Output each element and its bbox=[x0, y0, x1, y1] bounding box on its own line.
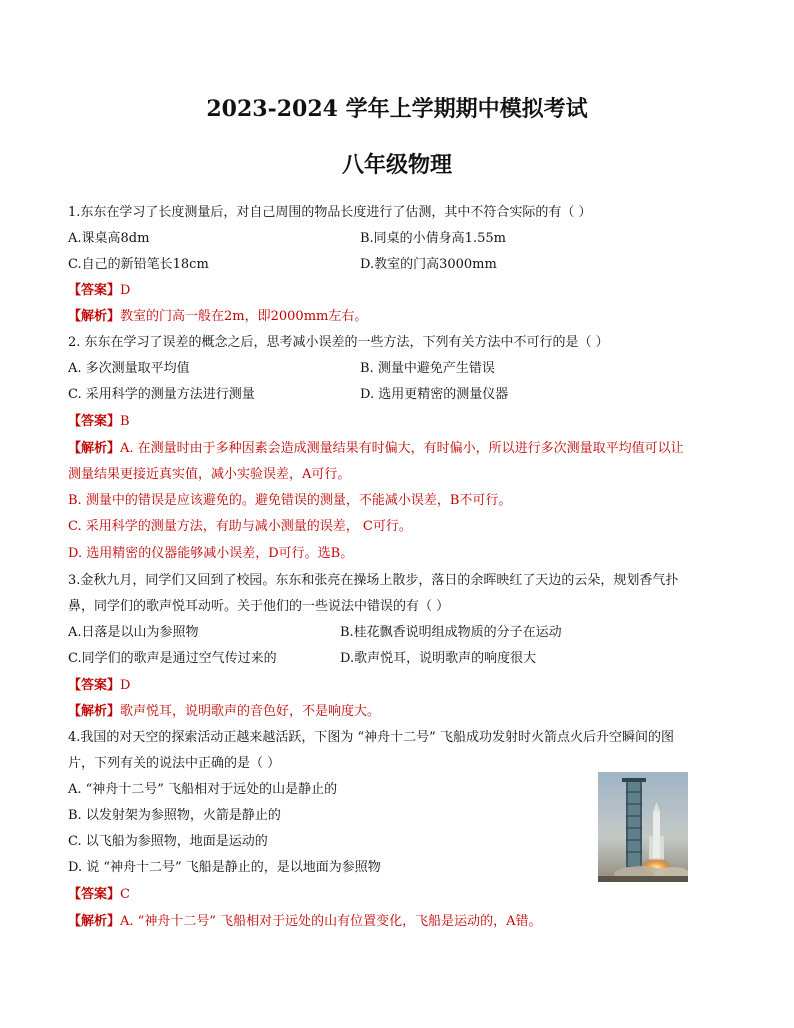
q4-answer bbox=[68, 886, 130, 904]
rocket-launch-photo bbox=[598, 772, 688, 882]
q1-stem: 1.东东在学习了长度测量后，对自己周围的物品长度进行了估测，其中不符合实际的有（ ） bbox=[68, 205, 592, 220]
q2-analysis-line-5: D. 选用精密的仪器能够减小误差，D可行。选B。 bbox=[68, 546, 354, 561]
q2-analysis-line-3: B. 测量中的错误是应该避免的。避免错误的测量，不能减小误差，B不可行。 bbox=[68, 493, 512, 508]
q2-option-c: C. 采用科学的测量方法进行测量 bbox=[68, 387, 255, 402]
q1-answer bbox=[68, 282, 130, 300]
analysis-text: 歌声悦耳，说明歌声的音色好，不是响度大。 bbox=[120, 704, 381, 719]
q2-analysis-line-4: C. 采用科学的测量方法，有助与减小测量的误差， C可行。 bbox=[68, 519, 412, 534]
answer-value: D bbox=[120, 678, 131, 693]
q4-option-d: D. 说 “神舟十二号” 飞船是静止的，是以地面为参照物 bbox=[68, 860, 381, 875]
answer-value: B bbox=[120, 414, 130, 429]
q4-analysis bbox=[68, 913, 541, 931]
q2-option-b: B. 测量中避免产生错误 bbox=[360, 361, 495, 376]
q3-option-d: D.歌声悦耳，说明歌声的响度很大 bbox=[340, 651, 537, 666]
q4-stem-line-2: 片，下列有关的说法中正确的是（ ） bbox=[68, 756, 281, 771]
q2-option-d: D. 选用更精密的测量仪器 bbox=[360, 387, 509, 402]
q1-option-b: B.同桌的小倩身高1.55m bbox=[360, 231, 506, 246]
q3-analysis bbox=[68, 703, 380, 721]
analysis-tag: 【解析】 bbox=[68, 914, 121, 929]
answer-tag: 【答案】 bbox=[68, 414, 121, 429]
analysis-text: A. “神舟十二号” 飞船相对于远处的山有位置变化，飞船是运动的，A错。 bbox=[120, 914, 542, 929]
analysis-tag: 【解析】 bbox=[68, 704, 121, 719]
exam-title: 2023-2024 学年上学期期中模拟考试 bbox=[206, 96, 588, 122]
q4-option-b: B. 以发射架为参照物，火箭是静止的 bbox=[68, 808, 281, 823]
q1-option-d: D.教室的门高3000mm bbox=[360, 257, 497, 272]
answer-value: D bbox=[120, 283, 131, 298]
q4-stem-line-1: 4.我国的对天空的探索活动正越来越活跃，下图为 “神舟十二号” 飞船成功发射时火箭点火后升空瞬间的图 bbox=[68, 730, 674, 745]
rocket-launch-icon bbox=[598, 772, 688, 882]
q2-analysis-line-2: 测量结果更接近真实值，减小实验误差，A可行。 bbox=[68, 467, 351, 482]
q2-stem: 2. 东东在学习了误差的概念之后，思考减小误差的一些方法，下列有关方法中不可行的是（ ） bbox=[68, 335, 609, 350]
q3-option-b: B.桂花飘香说明组成物质的分子在运动 bbox=[340, 625, 562, 640]
q3-option-c: C.同学们的歌声是通过空气传过来的 bbox=[68, 651, 277, 666]
q3-stem-line-1: 3.金秋九月，同学们又回到了校园。东东和张亮在操场上散步，落日的余晖映红了天边的云朵，规划香气扑 bbox=[68, 573, 679, 588]
answer-tag: 【答案】 bbox=[68, 887, 121, 902]
analysis-text: 教室的门高一般在2m，即2000mm左右。 bbox=[120, 309, 368, 324]
q3-answer bbox=[68, 677, 130, 695]
q1-option-a: A.课桌高8dm bbox=[68, 231, 150, 246]
q2-option-a: A. 多次测量取平均值 bbox=[68, 361, 190, 376]
analysis-tag: 【解析】 bbox=[68, 441, 121, 456]
answer-tag: 【答案】 bbox=[68, 283, 121, 298]
q2-answer bbox=[68, 413, 130, 431]
analysis-tag: 【解析】 bbox=[68, 309, 121, 324]
q3-stem-line-2: 鼻，同学们的歌声悦耳动听。关于他们的一些说法中错误的有（ ） bbox=[68, 599, 450, 614]
q4-option-c: C. 以飞船为参照物，地面是运动的 bbox=[68, 834, 268, 849]
q1-analysis bbox=[68, 308, 367, 326]
q3-option-a: A.日落是以山为参照物 bbox=[68, 625, 199, 640]
answer-tag: 【答案】 bbox=[68, 678, 121, 693]
q4-option-a: A. “神舟十二号” 飞船相对于远处的山是静止的 bbox=[68, 782, 338, 797]
q2-analysis-line-1 bbox=[68, 440, 684, 458]
analysis-text: A. 在测量时由于多种因素会造成测量结果有时偏大，有时偏小，所以进行多次测量取平均值可以让 bbox=[120, 441, 684, 456]
answer-value: C bbox=[120, 887, 130, 902]
exam-subtitle: 八年级物理 bbox=[341, 152, 452, 178]
q1-option-c: C.自己的新铅笔长18cm bbox=[68, 257, 209, 272]
